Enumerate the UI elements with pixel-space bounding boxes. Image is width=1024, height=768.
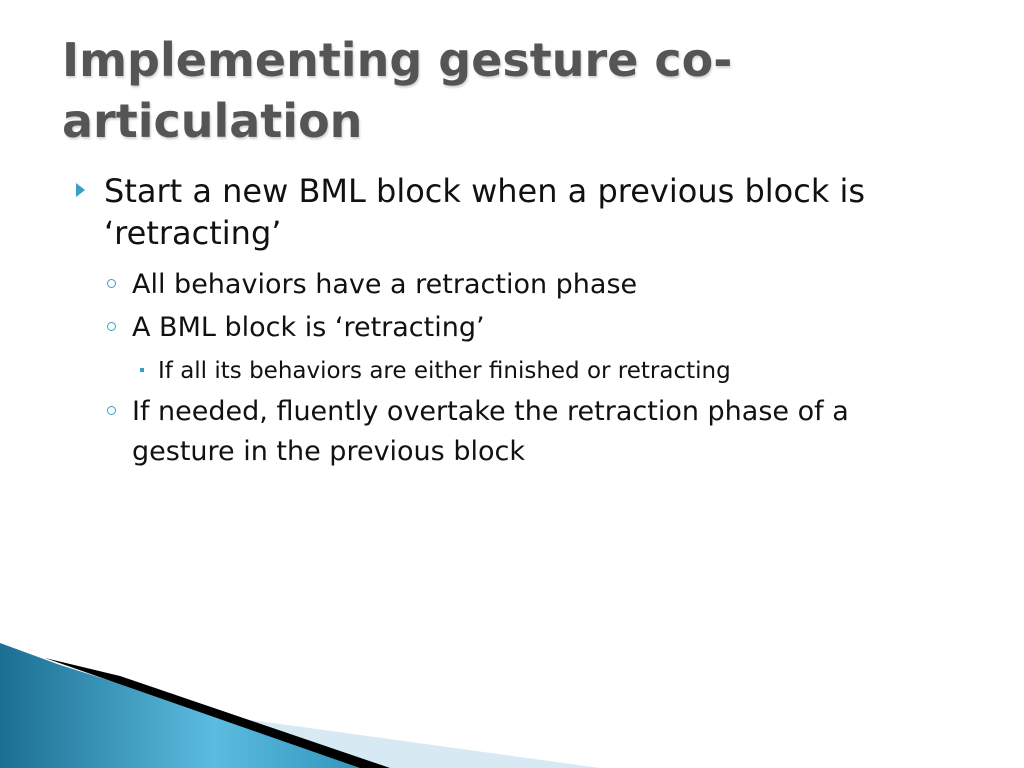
bullet-level2: All behaviors have a retraction phase <box>132 269 638 300</box>
bullet-level2: If needed, fluently overtake the retraction phase of a gesture in the previous block <box>132 396 849 467</box>
slide-title: Implementing gesture co-articulation <box>62 33 733 148</box>
ring-bullet-icon <box>107 322 116 331</box>
footer-decoration <box>0 643 1024 768</box>
ring-bullet-icon <box>107 406 116 415</box>
ring-bullet-icon <box>107 279 116 288</box>
bullet-level1: Start a new BML block when a previous block is ‘retracting’ <box>104 172 866 252</box>
square-dot-bullet-icon <box>140 368 144 372</box>
bullet-level3: If all its behaviors are either finished or retracting <box>158 358 731 384</box>
triangle-bullet-icon <box>76 183 85 197</box>
bullet-level2: A BML block is ‘retracting’ <box>132 312 485 343</box>
